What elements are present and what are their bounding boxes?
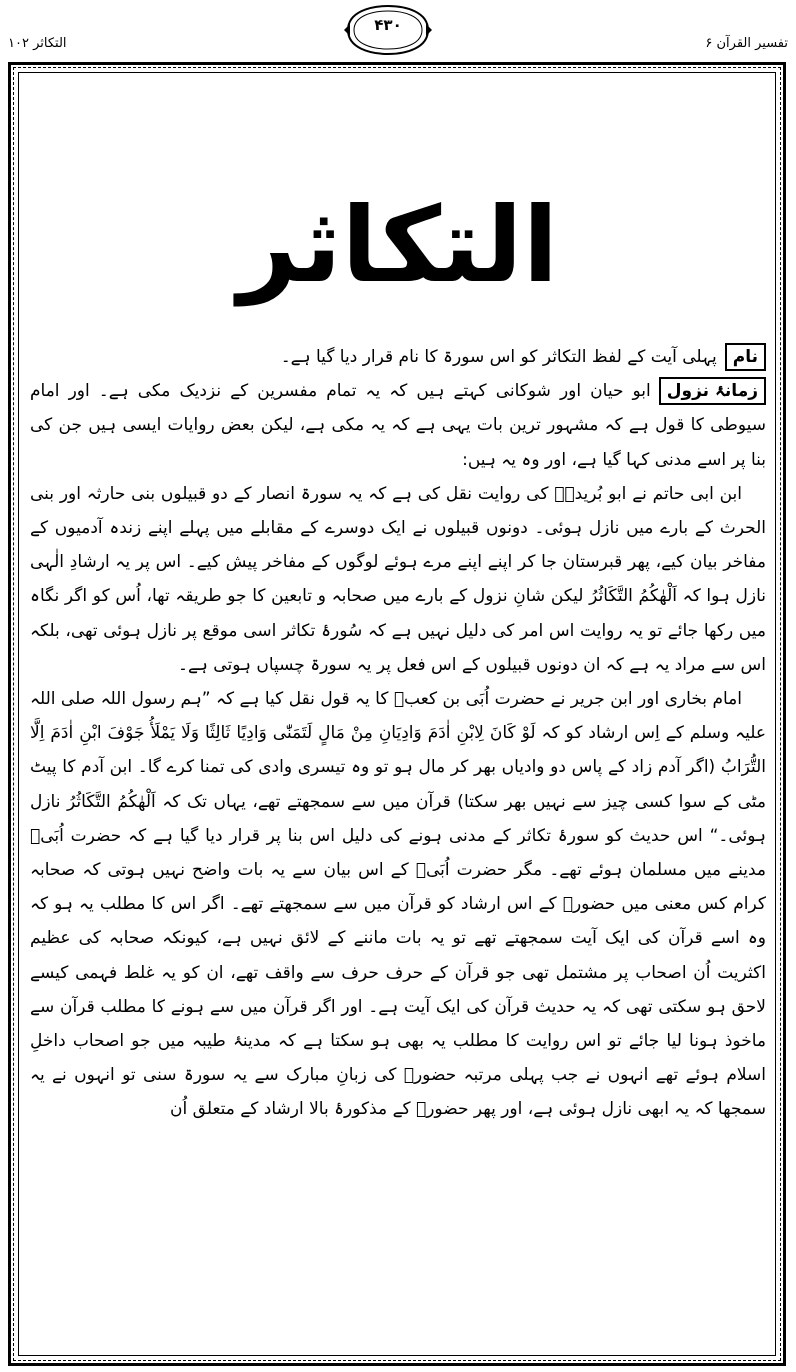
section-revelation-text: ابو حیان اور شوکانی کہتے ہیں کہ یہ تمام مفسرین کے نزدیک مکی ہے۔ اور امام سیوطی کا قول ہے کہ مشہور ترین بات یہی ہے کہ یہ مکی ہے، لیکن بعض روایات ایسی ہیں جن کی بنا پر اسے مدنی کہا گیا ہے، اور وہ یہ ہیں: — [30, 381, 766, 470]
paragraph: ابن ابی حاتم نے ابو بُریدہؓ کی روایت نقل کی ہے کہ یہ سورۃ انصار کے دو قبیلوں بنی حارثہ اور بنی الحرث کے بارے میں نازل ہوئی۔ دونوں قبیلوں نے ایک دوسرے کے مقابلے میں پہلے اپنے زندہ آدمیوں کے مفاخر بیان کیے، پھر قبرستان جا کر اپنے اپنے مرے ہوئے لوگوں کے مفاخر پیش کیے۔ اس پر یہ ارشادِ الٰہی نازل ہوا کہ اَلْھٰکُمُ التَّکَاثُرُ لیکن شانِ نزول کے بارے میں صحابہ و تابعین کا جو طریقہ تھا، اُس کو اگر نگاہ میں رکھا جائے تو یہ روایت اس امر کی دلیل نہیں ہے کہ سُورۂ تکاثر اسی موقع پر نازل ہوئی تھی، بلکہ اس سے مراد یہ ہے کہ ان دونوں قبیلوں کے اس فعل پر یہ سورۃ چسپاں ہوتی ہے۔ — [30, 483, 766, 675]
surah-reference: التکاثر ۱۰۲ — [8, 36, 67, 51]
book-title: تفسیر القرآن ۶ — [705, 36, 788, 51]
paragraph: امام بخاری اور ابن جریر نے حضرت اُبَی بن کعبؓ کا یہ قول نقل کیا ہے کہ ”ہم رسول اللہ صلی اللہ علیہ وسلم کے اِس ارشاد کو کہ لَوْ کَانَ لِابْنِ اٰدَمَ وَادِیَانِ مِنْ مَالٍ لَتَمَنّٰی وَادِیًا ثَالِثًا وَلَا یَمْلَأُ جَوْفَ ابْنِ اٰدَمَ اِلَّا التُّرَابُ (اگر آدم زاد کے پاس دو وادیاں بھر کر مال ہو تو وہ تیسری وادی کی تمنا کرے گا۔ ابن آدم کا پیٹ مٹی کے سوا کسی چیز سے نہیں بھر سکتا) قرآن میں سے سمجھتے تھے، یہاں تک کہ اَلْھٰکُمُ التَّکَاثُرُ نازل ہوئی۔“ اس حدیث کو سورۂ تکاثر کے مدنی ہونے کی دلیل اس بنا پر قرار دیا گیا ہے کہ حضرت اُبَیؓ مدینے میں مسلمان ہوئے تھے۔ مگر حضرت اُبَیؓ کے اس بیان سے یہ بات واضح نہیں ہوتی کہ صحابہ کرام کس معنی میں حضورؐ کے اس ارشاد کو قرآن میں سے سمجھتے تھے۔ اگر اس کا مطلب یہ ہو کہ وہ اسے قرآن کی ایک آیت سمجھتے تھے تو یہ بات ماننے کے لائق نہیں ہے، کیونکہ صحابہ کی عظیم اکثریت اُن اصحاب پر مشتمل تھی جو قرآن کے حرف حرف سے واقف تھے، ان کو یہ غلط فہمی کیسے لاحق ہو سکتی تھی کہ یہ حدیث قرآن کی ایک آیت ہے۔ اور اگر قرآن میں سے ہونے کا مطلب قرآن سے ماخوذ ہونا لیا جائے تو اس روایت کا مطلب یہ بھی ہو سکتا ہے کہ مدینۂ طیبہ میں جو اصحاب داخلِ اسلام ہوئے تھے انہوں نے جب پہلی مرتبہ حضورؐ کی زبانِ مبارک سے یہ سورۃ سنی تو انہوں نے یہ سمجھا کہ یہ ابھی نازل ہوئی ہے، اور پھر حضورؐ کے مذکورۂ بالا ارشاد کے متعلق اُن — [30, 689, 766, 1120]
page-number-medallion — [340, 2, 436, 58]
page-header — [0, 0, 796, 62]
section-name — [30, 340, 766, 374]
page-number: ۴۳۰ — [374, 16, 402, 34]
section-label-revelation: زمانۂ نزول — [659, 377, 766, 405]
section-revelation — [30, 374, 766, 477]
section-label-name: نام — [725, 343, 766, 371]
surah-title: التکاثر — [237, 184, 559, 306]
section-name-text: پہلی آیت کے لفظ التکاثر کو اس سورۃ کا نام قرار دیا گیا ہے۔ — [280, 347, 717, 367]
commentary-body — [30, 340, 766, 1360]
